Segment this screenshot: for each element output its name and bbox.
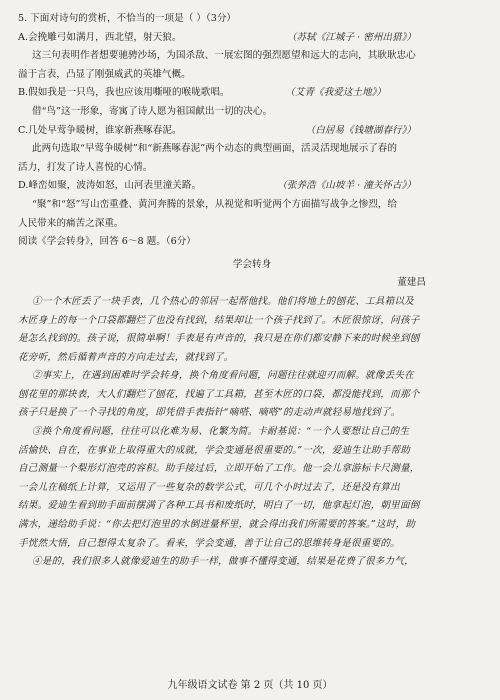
reading-instruction: 阅读《学会转身》，回答 6～8 题。（6分） — [18, 236, 196, 248]
paragraph-line: 孩子只是换了一个寻找的角度，即凭借手表指针“嘀嗒、嘀嗒”的走动声就轻易地找到了。 — [18, 407, 401, 419]
paragraph-line: ④是的，我们很多人就像爱迪生的助手一样，做事不懂得变通，结果是花费了很多力气， — [32, 556, 414, 568]
option-b-analysis-line: 借“鸟”这一形象，寄寓了诗人愿为祖国献出一切的决心。 — [32, 105, 273, 117]
option-d-analysis-line: “聚”和“怒”写山峦重叠、黄河奔腾的景象，从视觉和听觉两个方面描写战争之惨烈，给 — [32, 198, 397, 210]
paragraph-line: 是怎么找到的。孩子说，很简单啊！手表是有声音的，我只是在你们都安静下来的时候坐到刨 — [18, 333, 420, 345]
option-d-analysis-line: 人民带来的痛苦之深重。 — [18, 217, 124, 229]
option-d-source: （张养浩《山坡羊 · 潼关怀古》） — [277, 180, 416, 192]
paragraph-line: 花旁听，然后循着声音的方向走过去，就找到了。 — [18, 351, 234, 363]
option-d-poem: D.峰峦如聚，波涛如怒，山河表里潼关路。 — [18, 180, 202, 192]
paragraph-line: 手恍然大悟，自己想得太复杂了。看来，学会变通，善于让自己的思维转身是很重要的。 — [18, 537, 400, 549]
option-b-source: （艾青《我爱这土地》） — [285, 87, 386, 99]
paragraph-line: 刨花里的那块表，大人们翻烂了刨花，找遍了工具箱，甚至木匠的口袋，都没能找到，而那个 — [18, 388, 420, 400]
paragraph-line: 满水，递给助手说：“你去把灯泡里的水倒进量杯里，就会得出我们所需要的答案。”这时，助 — [18, 519, 416, 531]
option-b-poem: B.假如我是一只鸟，我也应该用嘶哑的喉咙歌唱。 — [18, 87, 230, 99]
option-c-source: （白居易《钱塘湖春行》） — [305, 124, 416, 136]
article-title: 学会转身 — [232, 258, 272, 270]
option-c-analysis-line: 此两句选取“早莺争暖树”和“新燕啄春泥”两个动态的典型画面，活灵活现地展示了春的 — [32, 143, 397, 155]
page-footer: 九年级语文试卷 第 2 页（共 10 页） — [167, 680, 333, 692]
option-d-poem-row — [18, 177, 486, 196]
paragraph-line: 自己测量一个梨形灯泡壳的容积。助手接过后，立即开始了工作。他一会儿拿游标卡尺测量， — [18, 463, 420, 475]
option-b-poem-row — [18, 84, 486, 103]
paragraph-line: 结果。爱迪生看到助手面前摆满了各种工具书和废纸时，明白了一切，他拿起灯泡，朝里面倒 — [18, 500, 420, 512]
paragraph-line: ①一个木匠丢了一块手表，几个热心的邻居一起帮他找。他们将地上的刨花、工具箱以及 — [32, 295, 414, 307]
option-a-source: （苏轼《江城子 · 密州出猎》） — [286, 31, 416, 43]
option-c-poem: C.几处早莺争暖树，谁家新燕啄春泥。 — [18, 124, 182, 136]
paragraph-line: 活愉快、自在，在事业上取得重大的成就，学会变通是很重要的。”一次，爱迪生让助手帮助 — [18, 444, 411, 456]
paragraph-line: ②事实上，在遇到困难时学会转身，换个角度看问题，问题往往就迎刃而解。就像丢失在 — [32, 370, 414, 382]
paragraph-line: 一会儿在稿纸上计算，又运用了一些复杂的数学公式，可几个小时过去了，还是没有算出 — [18, 481, 400, 493]
article-body — [18, 293, 486, 572]
option-a-analysis-line: 这三句表明作者想要驰骋沙场，为国杀敌、一展宏图的强烈愿望和远大的志向，其耿耿忠心 — [32, 50, 416, 62]
paragraph-line: ③换个角度看问题，往往可以化难为易、化繁为简。卡耐基说：“一个人要想让自己的生 — [32, 426, 410, 438]
option-a-poem-row — [18, 29, 486, 48]
article-author: 董建昌 — [397, 277, 426, 289]
option-c-poem-row — [18, 122, 486, 141]
question-stem: 5. 下面对诗句的赏析，不恰当的一项是（ ）（3分） — [18, 13, 237, 24]
option-a-analysis-line: 溢于言表，凸显了刚强威武的英雄气概。 — [18, 68, 191, 80]
option-a-poem: A.会挽雕弓如满月，西北望，射天狼。 — [18, 31, 182, 43]
paragraph-line: 木匠身上的每一个口袋都翻烂了也没有找到，结果却让一个孩子找到了。木匠很惊讶，问孩子 — [18, 314, 420, 326]
option-c-analysis-line: 活力，打发了诗人喜悦的心情。 — [18, 161, 153, 173]
